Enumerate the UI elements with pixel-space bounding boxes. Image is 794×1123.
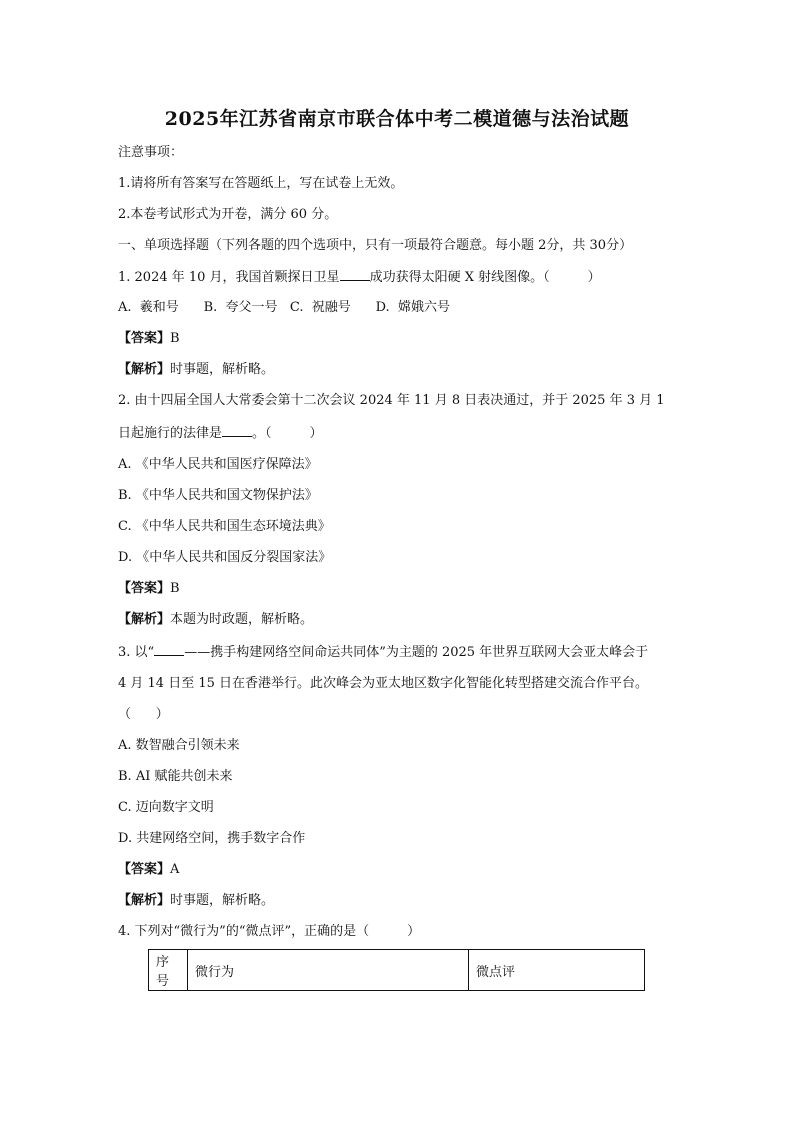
analysis-label: 【解析】	[118, 362, 171, 377]
q3-option-b: B. AI 赋能共创未来	[118, 769, 233, 784]
q1-analysis	[118, 361, 274, 379]
note-1: 1.请将所有答案写在答题纸上，写在试卷上无效。	[118, 176, 404, 191]
q1-stem-part-a: 1. 2024 年 10 月，我国首颗探日卫星	[118, 270, 340, 285]
q1-stem-part-b: 成功获得太阳硬 X 射线图像。（	[369, 270, 550, 285]
q1-analysis-text: 时事题，解析略。	[170, 362, 275, 377]
q2-stem-part-b: 。（	[252, 426, 272, 441]
q1-blank	[340, 268, 370, 281]
q3-stem-part-a: 3. 以“	[118, 645, 155, 660]
q3-analysis-text: 时事题，解析略。	[170, 893, 275, 908]
q2-option-c: C. 《中华人民共和国生态环境法典》	[118, 519, 331, 534]
q3-answer-value: A	[170, 862, 180, 877]
q3-stem-line-1	[118, 643, 648, 662]
table-header-behavior: 微行为	[188, 950, 469, 991]
q2-answer-value: B	[170, 581, 180, 596]
q2-option-a: A. 《中华人民共和国医疗保障法》	[118, 457, 318, 472]
q3-option-c: C. 迈向数字文明	[118, 800, 214, 815]
q2-option-b: B. 《中华人民共和国文物保护法》	[118, 488, 318, 503]
section-heading: 一、单项选择题（下列各题的四个选项中，只有一项最符合题意。每小题 2分，共 30分）	[118, 238, 633, 253]
q3-stem-line-2: 4 月 14 日至 15 日在香港举行。此次峰会为亚太地区数字化智能化转型搭建交流合作平台。	[118, 676, 649, 691]
q3-option-d: D. 共建网络空间，携手数字合作	[118, 831, 306, 846]
q3-analysis	[118, 892, 274, 910]
q4-stem-part-a: 4. 下列对“微行为”的“微点评”，正确的是（	[118, 924, 370, 939]
q1-answer-value: B	[170, 331, 180, 346]
q4-table	[148, 949, 645, 991]
q1-options: A. 羲和号 B. 夸父一号 C. 祝融号 D. 嫦娥六号	[118, 300, 450, 315]
table-header-comment: 微点评	[469, 950, 645, 991]
q2-analysis-text: 本题为时政题，解析略。	[170, 612, 314, 627]
answer-label: 【答案】	[118, 581, 171, 596]
q3-stem-line-3: （ ）	[118, 707, 169, 722]
q3-option-a: A. 数智融合引领未来	[118, 738, 240, 753]
answer-label: 【答案】	[118, 331, 171, 346]
table-header-number: 序号	[149, 950, 188, 991]
page-title: 2025年江苏省南京市联合体中考二模道德与法治试题	[164, 108, 630, 130]
answer-label: 【答案】	[118, 862, 171, 877]
note-2: 2.本卷考试形式为开卷，满分 60 分。	[118, 207, 338, 222]
q2-stem-part-a: 日起施行的法律是	[118, 426, 223, 441]
q4-stem-part-b: ）	[407, 924, 421, 939]
q4-stem	[118, 923, 420, 941]
q2-analysis	[118, 611, 313, 629]
q2-stem-part-c: ）	[309, 426, 323, 441]
analysis-label: 【解析】	[118, 612, 171, 627]
q1-answer	[118, 330, 180, 348]
q3-answer	[118, 861, 179, 879]
q2-stem-line-1: 2. 由十四届全国人大常委会第十二次会议 2024 年 11 月 8 日表决通过，并于 2025 年 3 月 1	[118, 393, 665, 408]
q3-blank	[154, 643, 184, 656]
q1-stem-part-c: ）	[587, 270, 601, 285]
table-header-row	[149, 950, 645, 991]
q2-stem-line-2	[118, 424, 323, 443]
q2-answer	[118, 580, 180, 598]
q3-stem-part-b: ——携手构建网络空间命运共同体”为主题的 2025 年世界互联网大会亚太峰会于	[184, 645, 649, 660]
q1-stem	[118, 268, 601, 287]
notes-heading: 注意事项：	[118, 145, 184, 160]
analysis-label: 【解析】	[118, 893, 171, 908]
q2-blank	[222, 424, 252, 437]
q2-option-d: D. 《中华人民共和国反分裂国家法》	[118, 550, 332, 565]
